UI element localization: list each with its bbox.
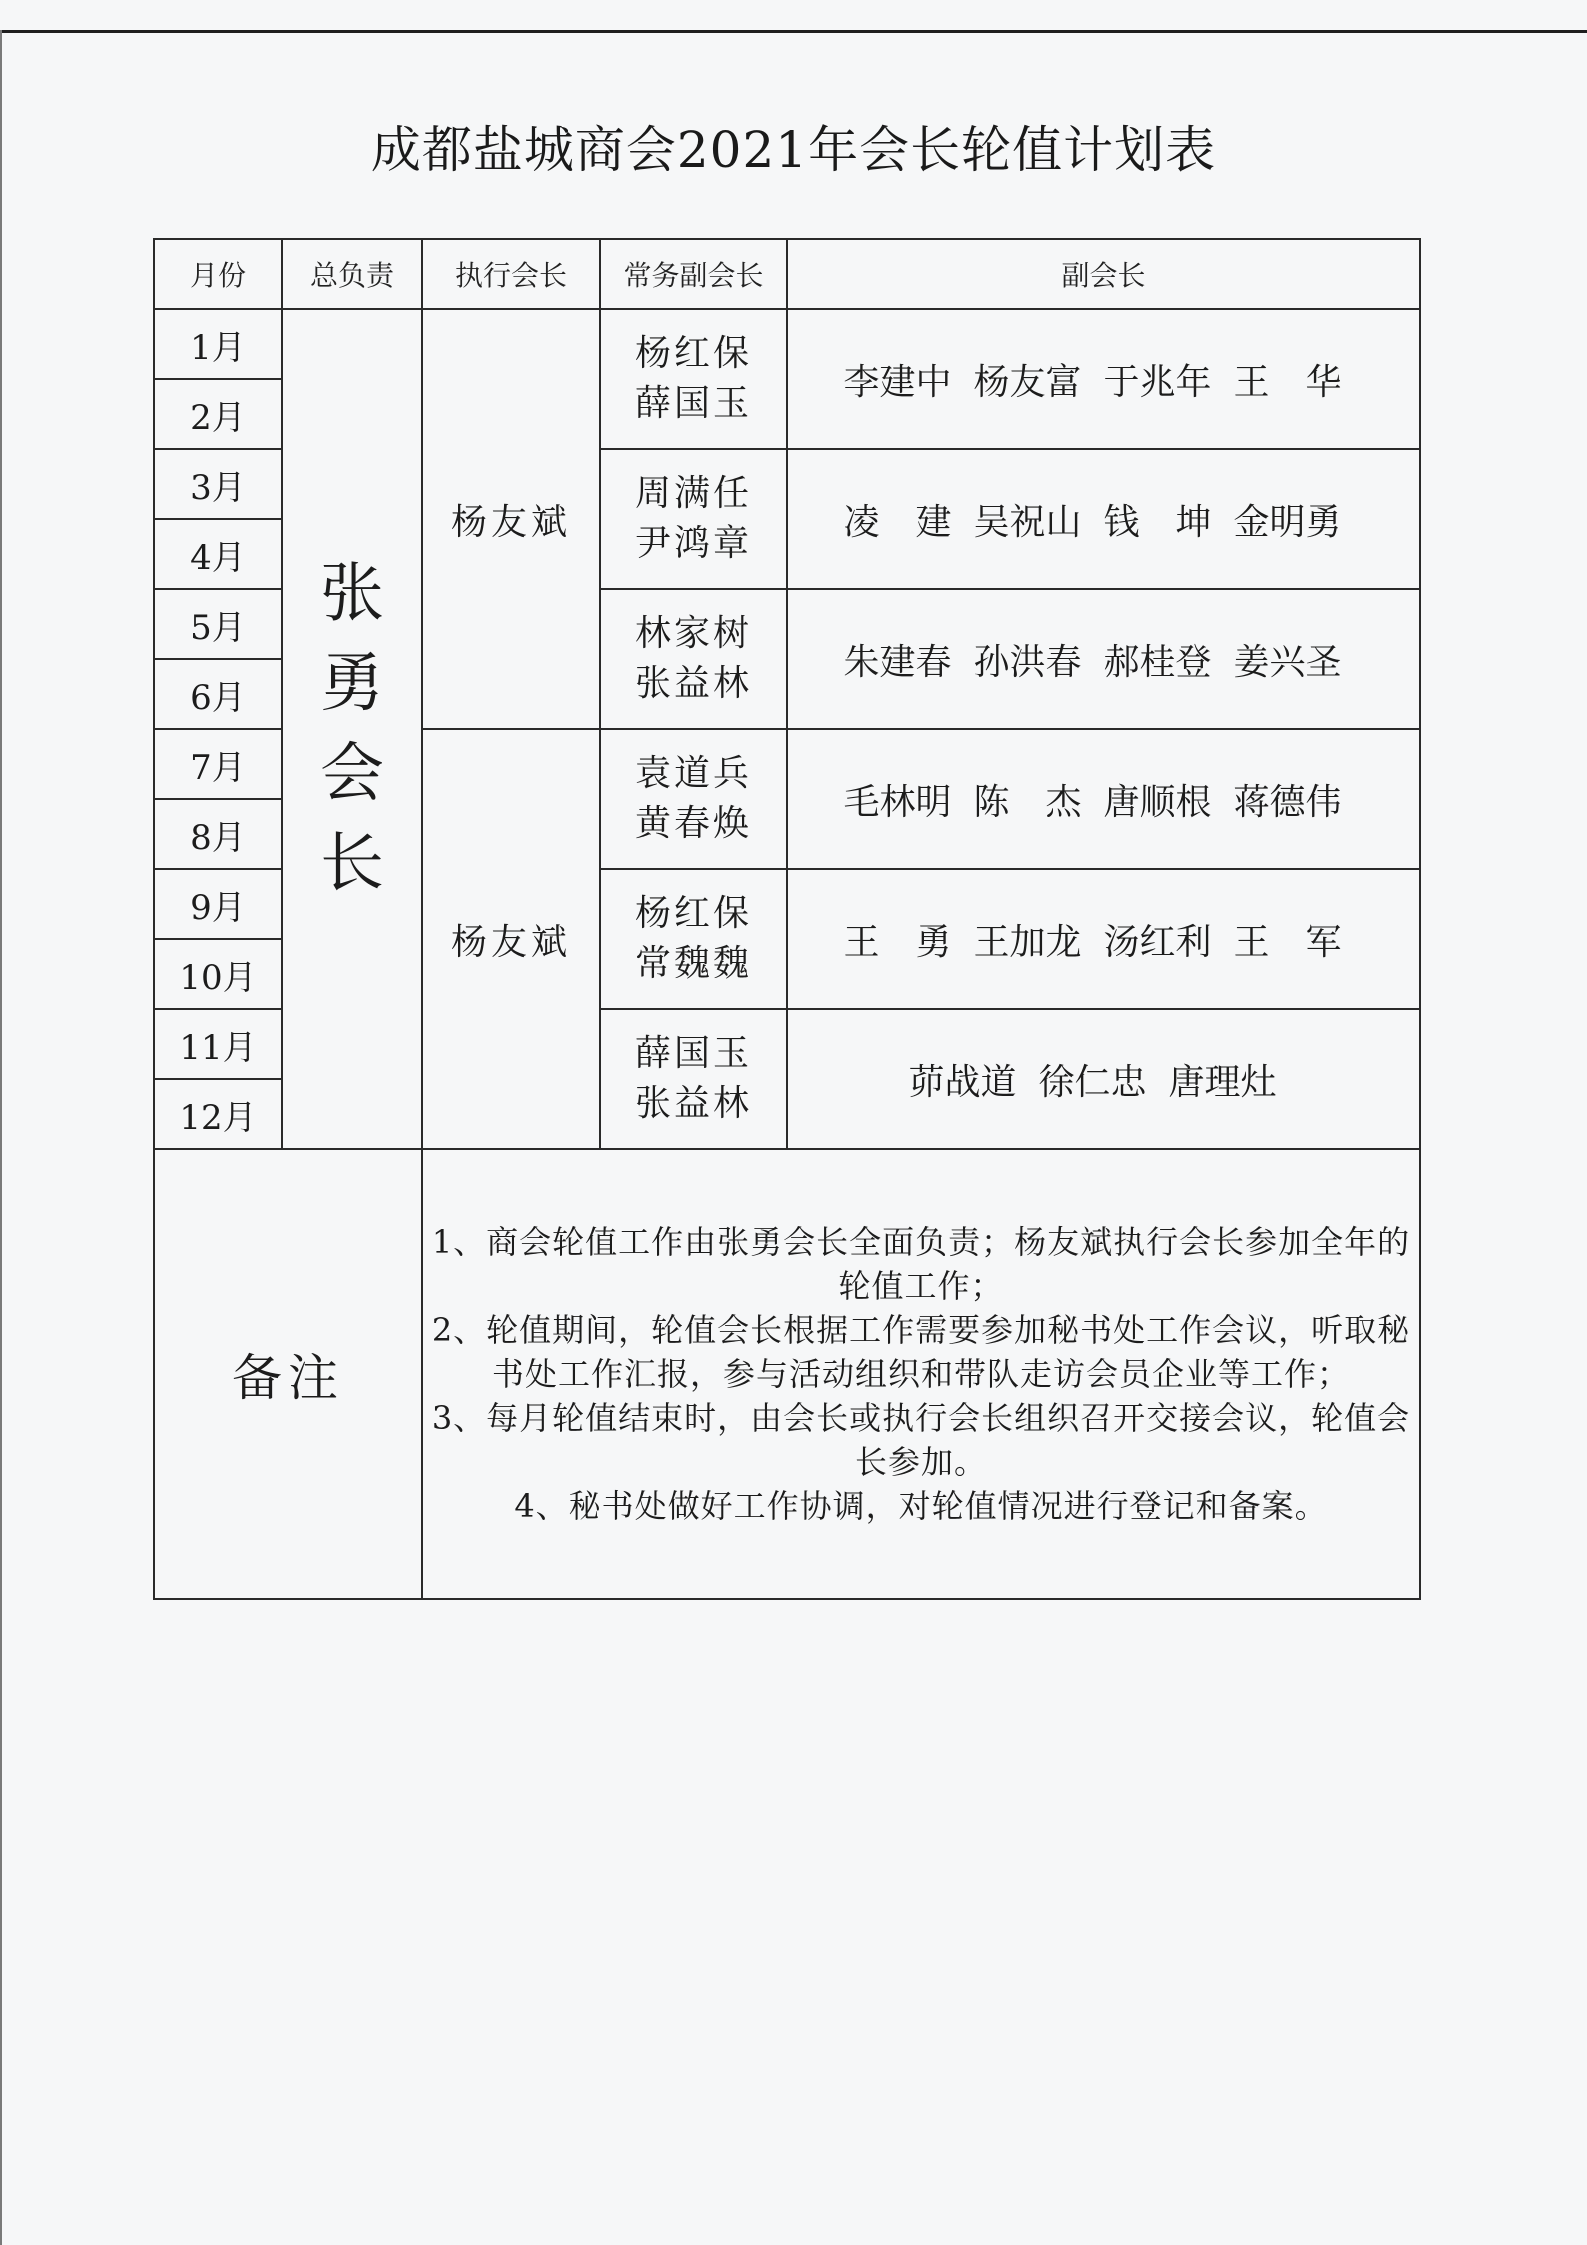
leader-cell <box>282 309 422 1149</box>
deputy-name: 郝桂登 <box>1103 641 1212 683</box>
standing-vp-name: 黄春焕 <box>634 803 752 844</box>
standing-vp-name: 周满任 <box>634 473 752 514</box>
deputy-name: 杨友富 <box>973 361 1082 403</box>
month-cell: 1月 <box>154 309 282 379</box>
deputy-name: 孙洪春 <box>973 641 1082 683</box>
standing-vp-name: 常魏魏 <box>634 943 752 984</box>
month-cell: 8月 <box>154 799 282 869</box>
month-cell: 3月 <box>154 449 282 519</box>
leader-char: 勇 <box>320 647 384 721</box>
standing-vp-name: 林家树 <box>634 613 752 654</box>
standing-vp-cell <box>600 729 787 869</box>
deputy-name: 唐顺根 <box>1103 781 1212 823</box>
standing-vp-cell <box>600 449 787 589</box>
deputy-name: 王加龙 <box>973 921 1082 963</box>
deputies-cell <box>787 589 1420 729</box>
deputy-name: 汤红利 <box>1103 921 1212 963</box>
deputies-cell <box>787 729 1420 869</box>
standing-vp-cell <box>600 589 787 729</box>
deputies-cell <box>787 449 1420 589</box>
month-cell: 4月 <box>154 519 282 589</box>
leader-char: 张 <box>320 557 384 631</box>
deputies-cell <box>787 309 1420 449</box>
deputy-name: 凌 建 <box>843 501 952 543</box>
deputy-name: 李建中 <box>843 361 952 403</box>
standing-vp-name: 袁道兵 <box>634 753 752 794</box>
remark-line: 2、轮值期间，轮值会长根据工作需要参加秘书处工作会议，听取秘书处工作汇报，参与活动组织和带队走访会员企业等工作； <box>431 1311 1411 1393</box>
standing-vp-name: 杨红保 <box>634 333 752 374</box>
header-exec-president: 执行会长 <box>422 239 600 309</box>
deputy-name: 茆战道 <box>908 1061 1017 1103</box>
month-cell: 5月 <box>154 589 282 659</box>
header-vice-president: 副会长 <box>787 239 1420 309</box>
deputy-name: 吴祝山 <box>973 501 1082 543</box>
standing-vp-cell <box>600 309 787 449</box>
standing-vp-name: 薛国玉 <box>634 1033 752 1074</box>
month-cell: 12月 <box>154 1079 282 1149</box>
month-cell: 9月 <box>154 869 282 939</box>
rotation-plan-table <box>153 238 1421 1600</box>
leader-char: 会 <box>320 737 384 811</box>
deputy-name: 王 华 <box>1233 361 1342 403</box>
header-standing-vp: 常务副会长 <box>600 239 787 309</box>
standing-vp-name: 张益林 <box>634 1083 752 1124</box>
remarks-body <box>422 1149 1420 1599</box>
document-title: 成都盐城商会2021年会长轮值计划表 <box>370 121 1217 179</box>
deputy-name: 王 军 <box>1233 921 1342 963</box>
standing-vp-cell <box>600 1009 787 1149</box>
deputy-name: 钱 坤 <box>1103 501 1212 543</box>
deputy-name: 王 勇 <box>843 921 952 963</box>
month-cell: 6月 <box>154 659 282 729</box>
remarks-label: 备注 <box>154 1149 422 1599</box>
header-row <box>154 239 1420 309</box>
standing-vp-name: 杨红保 <box>634 893 752 934</box>
standing-vp-cell <box>600 869 787 1009</box>
standing-vp-name: 张益林 <box>634 663 752 704</box>
deputy-name: 金明勇 <box>1233 501 1342 543</box>
deputy-name: 唐理灶 <box>1168 1061 1277 1103</box>
page-left-border <box>0 30 2 2245</box>
leader-char: 长 <box>320 827 384 901</box>
exec-president-cell: 杨友斌 <box>422 309 600 729</box>
month-cell: 11月 <box>154 1009 282 1079</box>
deputy-name: 陈 杰 <box>973 781 1082 823</box>
remark-line: 4、秘书处做好工作协调，对轮值情况进行登记和备案。 <box>514 1487 1328 1525</box>
deputy-name: 于兆年 <box>1103 361 1212 403</box>
deputy-name: 蒋德伟 <box>1233 781 1342 823</box>
month-cell: 10月 <box>154 939 282 1009</box>
standing-vp-name: 薛国玉 <box>634 383 752 424</box>
table-row <box>154 309 1420 379</box>
month-cell: 2月 <box>154 379 282 449</box>
remarks-row <box>154 1149 1420 1599</box>
standing-vp-name: 尹鸿章 <box>634 523 752 564</box>
header-month: 月份 <box>154 239 282 309</box>
page-top-border <box>0 30 1587 33</box>
deputies-cell <box>787 1009 1420 1149</box>
month-cell: 7月 <box>154 729 282 799</box>
exec-president-cell: 杨友斌 <box>422 729 600 1149</box>
deputy-name: 毛林明 <box>843 781 952 823</box>
header-leader: 总负责 <box>282 239 422 309</box>
deputy-name: 朱建春 <box>843 641 952 683</box>
remark-line: 1、商会轮值工作由张勇会长全面负责；杨友斌执行会长参加全年的轮值工作； <box>431 1223 1411 1305</box>
deputies-cell <box>787 869 1420 1009</box>
remark-line: 3、每月轮值结束时，由会长或执行会长组织召开交接会议，轮值会长参加。 <box>431 1399 1411 1481</box>
deputy-name: 姜兴圣 <box>1233 641 1342 683</box>
deputy-name: 徐仁忠 <box>1038 1061 1147 1103</box>
